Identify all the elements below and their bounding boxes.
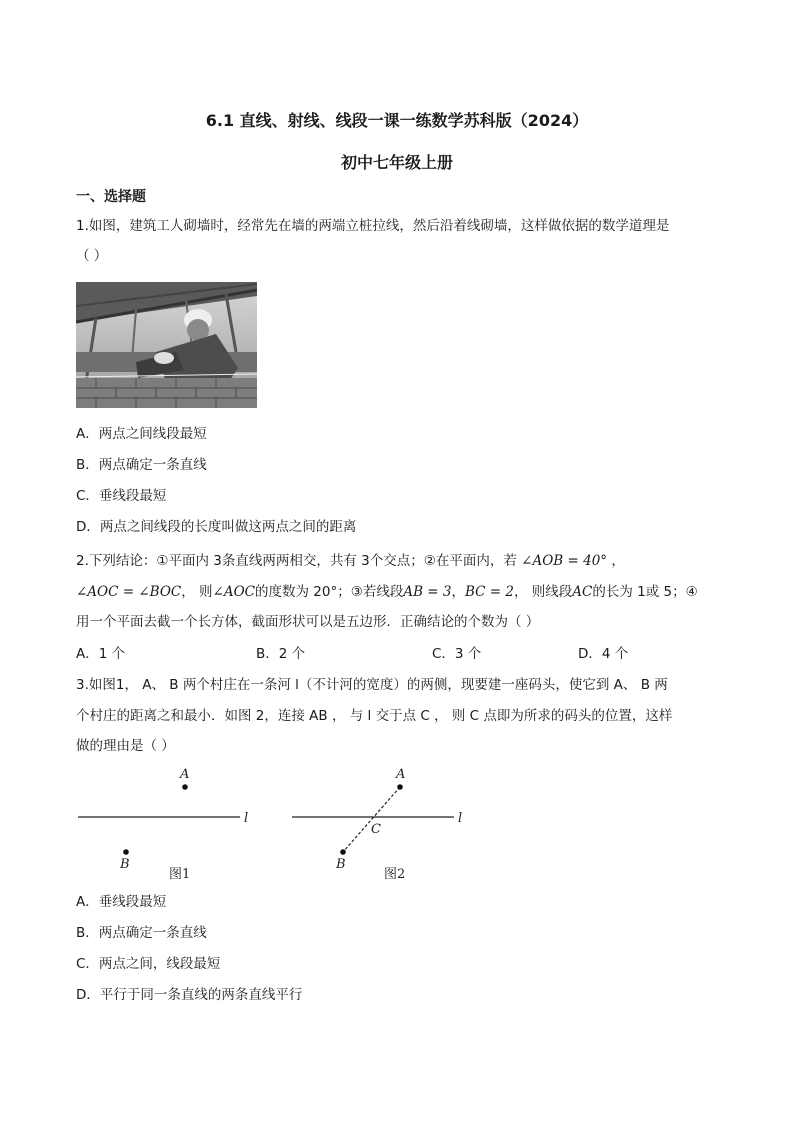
q2-option-a: A．1 个	[76, 646, 126, 662]
segment-bc-eq: BC = 2	[464, 584, 514, 600]
q1-stem-line2: （ ）	[76, 248, 108, 264]
q3-line2: 个村庄的距离之和最小．如图 2，连接 AB ， 与 l 交于点 C ， 则 C 点即为所求的码头的位置，这样	[76, 708, 673, 724]
q2-line1: 2.下列结论：①平面内 3条直线两两相交，共有 3个交点；②在平面内，若 ∠AOB = 40° ，	[76, 553, 625, 569]
q2-option-c: C．3 个	[432, 646, 482, 662]
q1-stem-line1: 1.如图，建筑工人砌墙时，经常先在墙的两端立桩拉线，然后沿着线砌墙，这样做依据的数学道理是	[76, 218, 670, 234]
label-b: B	[120, 857, 130, 872]
angle-aoc-eq-boc: ∠AOC = ∠BOC	[76, 584, 182, 600]
q3-option-a: A．垂线段最短	[76, 894, 167, 910]
angle-aob-eq: ∠AOB = 40°	[521, 553, 608, 569]
q3-option-c: C．两点之间，线段最短	[76, 956, 221, 972]
q2-line2: ∠AOC = ∠BOC， 则∠AOC的度数为 20°；③若线段AB = 3，BC = 2， 则线段AC的长为 1或 5；④	[76, 584, 698, 600]
q1-option-c: C．垂线段最短	[76, 488, 167, 504]
figure-2-caption: 图2	[384, 867, 406, 882]
q3-line1: 3.如图1， A、 B 两个村庄在一条河 l（不计河的宽度）的两侧，现要建一座码头，使它到 A、 B 两	[76, 677, 668, 693]
figure-1	[76, 760, 266, 885]
point-b-dot	[340, 849, 346, 855]
label-c: C	[371, 822, 381, 837]
document-subtitle: 初中七年级上册	[340, 153, 453, 172]
label-b: B	[336, 857, 346, 872]
label-a: A	[180, 767, 190, 782]
section-heading-choice: 一、选择题	[76, 189, 146, 205]
segment-ac: AC	[572, 584, 593, 600]
segment-ab-eq: AB = 3	[403, 584, 452, 600]
q2-line3: 用一个平面去截一个长方体，截面形状可以是五边形．正确结论的个数为（ ）	[76, 614, 540, 630]
point-a-dot	[182, 784, 188, 790]
q2-option-d: D．4 个	[578, 646, 629, 662]
q1-option-b: B．两点确定一条直线	[76, 457, 207, 473]
label-a: A	[396, 767, 406, 782]
segment-ab-dashed	[343, 787, 400, 852]
label-l: l	[244, 811, 249, 826]
q2-option-b: B．2 个	[256, 646, 306, 662]
q3-option-d: D．平行于同一条直线的两条直线平行	[76, 987, 303, 1003]
q3-line3: 做的理由是（ ）	[76, 738, 175, 754]
document-title: 6.1 直线、射线、线段一课一练数学苏科版（2024）	[205, 111, 589, 130]
bricklayer-photo	[76, 282, 257, 408]
angle-aoc: ∠AOC	[212, 584, 255, 600]
point-b-dot	[123, 849, 129, 855]
figure-2	[290, 760, 480, 885]
q1-option-a: A．两点之间线段最短	[76, 426, 207, 442]
q3-option-b: B．两点确定一条直线	[76, 925, 207, 941]
point-a-dot	[397, 784, 403, 790]
q1-option-d: D．两点之间线段的长度叫做这两点之间的距离	[76, 519, 357, 535]
label-l: l	[458, 811, 463, 826]
figure-1-caption: 图1	[169, 867, 191, 882]
